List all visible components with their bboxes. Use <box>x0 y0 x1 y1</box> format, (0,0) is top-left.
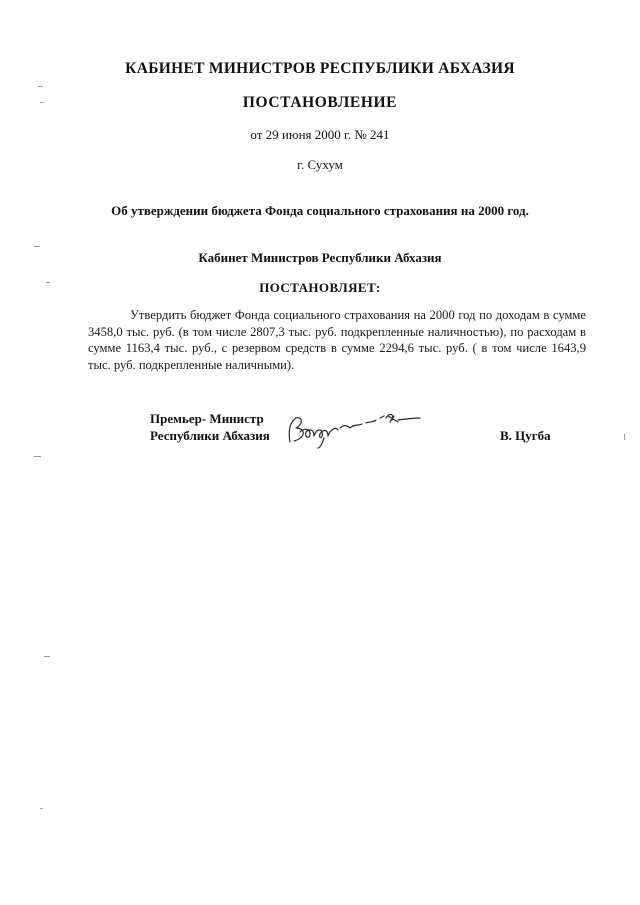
signatory-title-line2: Республики Абхазия <box>150 428 270 443</box>
scan-mark <box>34 456 41 457</box>
scan-mark <box>624 434 625 440</box>
date-and-number: от 29 июня 2000 г. № 241 <box>250 127 390 142</box>
decision-text: Утвердить бюджет Фонда социального страхования на 2000 год по доходам в сумме 3458,0 тыс. руб. (в том числе 2807,3 тыс. руб. подкрепленные наличностью), по расходам в сумме 1163,4 тыс. руб., с резервом средств в сумме 2294,6 тыс. руб. ( в том числе 1643,9 тыс. руб. подкрепленные наличными). <box>88 308 586 372</box>
cabinet-line: Кабинет Министров Республики Абхазия <box>198 250 442 265</box>
scan-mark <box>34 246 40 247</box>
organization-heading: КАБИНЕТ МИНИСТРОВ РЕСПУБЛИКИ АБХАЗИЯ <box>125 60 515 77</box>
scan-mark <box>44 656 50 657</box>
decision-heading: ПОСТАНОВЛЯЕТ: <box>259 280 381 295</box>
document-type-heading: ПОСТАНОВЛЕНИЕ <box>242 94 398 111</box>
scan-mark <box>40 102 44 103</box>
signer-name: В. Цугба <box>500 428 551 443</box>
signatory-title-line1: Премьер- Министр <box>150 411 264 426</box>
scan-mark <box>40 808 43 809</box>
document-subject: Об утверждении бюджета Фонда социального страхования на 2000 год. <box>111 203 529 218</box>
city: г. Сухум <box>297 157 343 172</box>
signatory-title <box>150 410 270 444</box>
scan-mark <box>38 86 43 87</box>
scan-mark <box>46 282 50 283</box>
handwritten-signature <box>284 408 424 450</box>
